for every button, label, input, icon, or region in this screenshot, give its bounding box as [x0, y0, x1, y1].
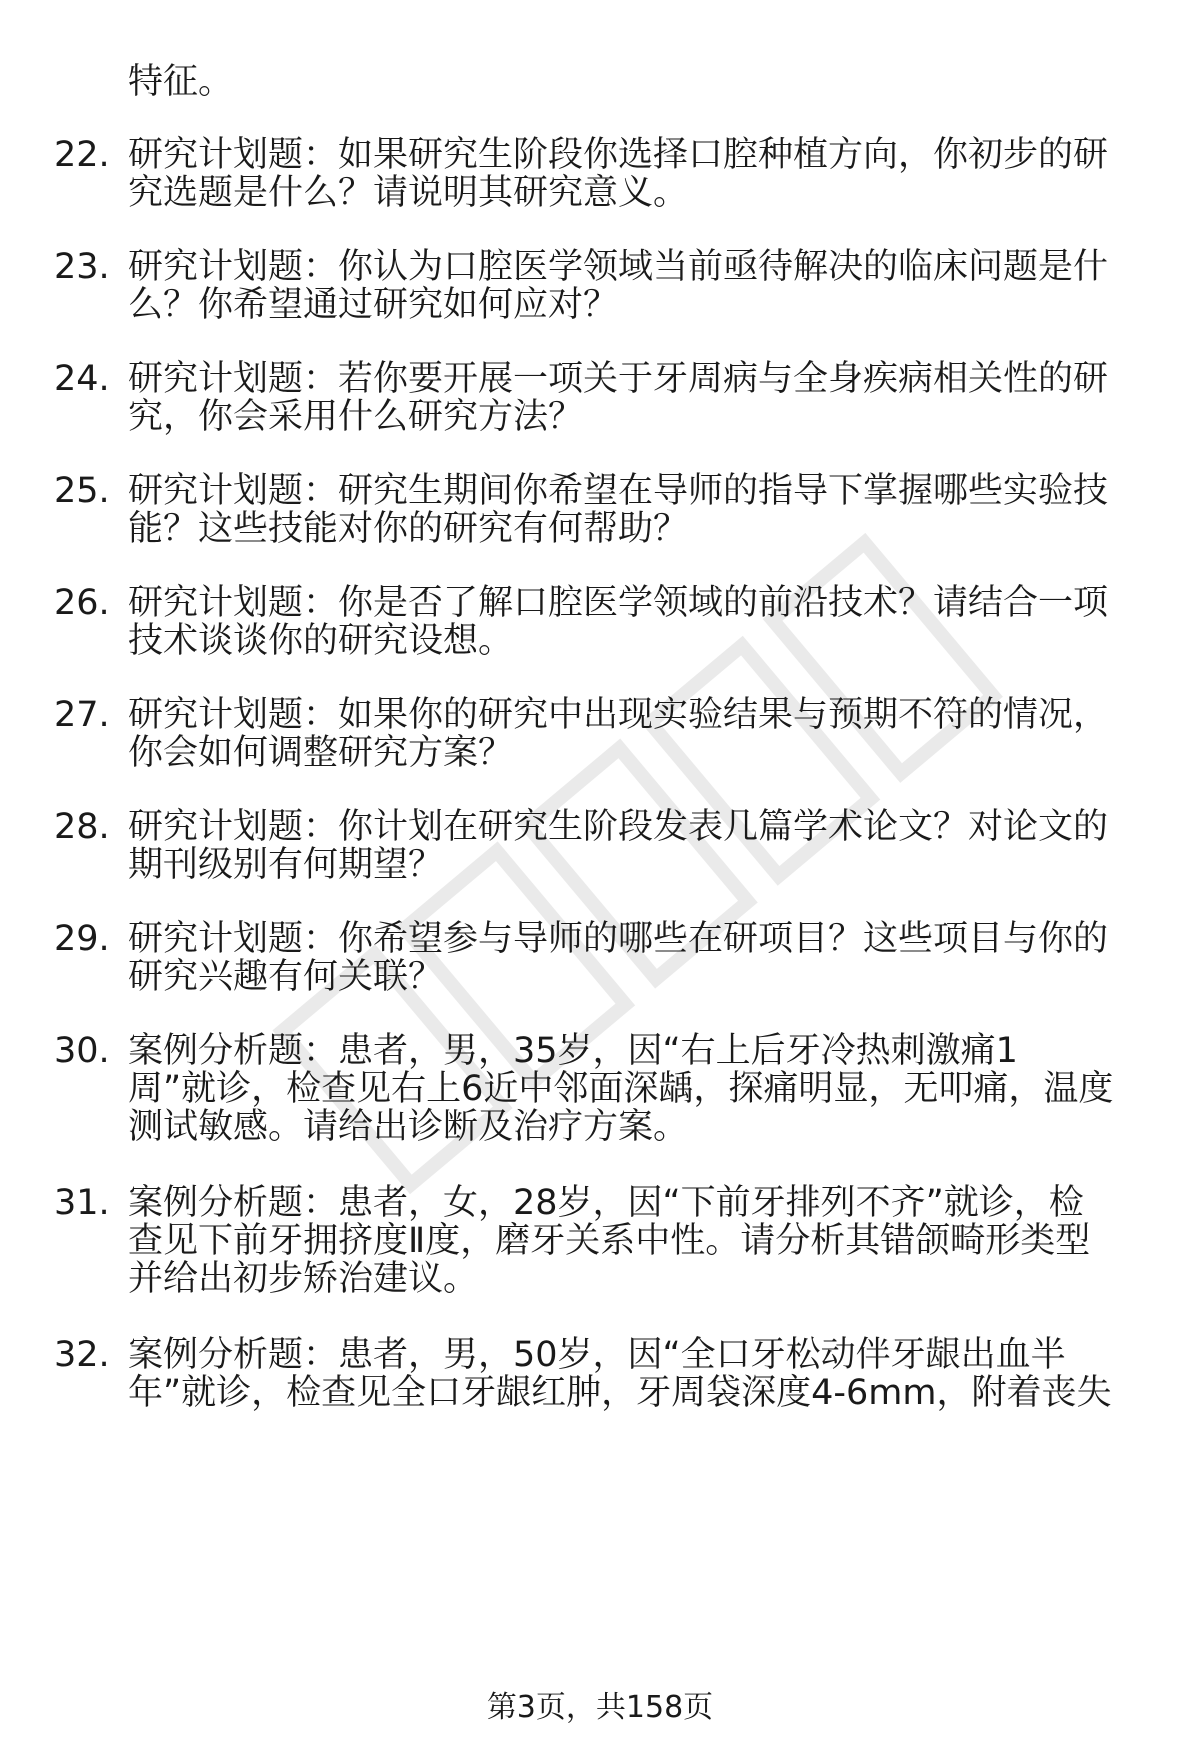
question-text-line: 研究计划题：你计划在研究生阶段发表几篇学术论文？对论文的 — [128, 807, 1109, 847]
question-text-line: 查见下前牙拥挤度Ⅱ度，磨牙关系中性。请分析其错颌畸形类型 — [128, 1221, 1091, 1261]
question-text-line: 案例分析题：患者，女，28岁，因“下前牙排列不齐”就诊，检 — [128, 1183, 1084, 1223]
question-text-line: 案例分析题：患者，男，35岁，因“右上后牙冷热刺激痛1 — [128, 1031, 1018, 1071]
question-text-line: 案例分析题：患者，男，50岁，因“全口牙松动伴牙龈出血半 — [128, 1335, 1066, 1375]
continuation-text: 特征。 — [128, 62, 234, 102]
question-text-line: 期刊级别有何期望？ — [128, 845, 444, 885]
page-footer: 第3页，共158页 — [486, 1690, 714, 1725]
question-number: 27. — [54, 695, 110, 735]
question-text-line: 能？这些技能对你的研究有何帮助？ — [128, 509, 689, 549]
question-text-line: 研究计划题：你是否了解口腔医学领域的前沿技术？请结合一项 — [128, 583, 1109, 623]
question-number: 24. — [54, 359, 110, 399]
question-text-line: 研究兴趣有何关联？ — [128, 957, 444, 997]
question-number: 26. — [54, 583, 110, 623]
question-number: 25. — [54, 471, 110, 511]
question-number: 28. — [54, 807, 110, 847]
question-number: 22. — [54, 135, 110, 175]
question-text-line: 年”就诊，检查见全口牙龈红肿，牙周袋深度4-6mm，附着丧失 — [128, 1373, 1112, 1413]
question-text-line: 么？你希望通过研究如何应对？ — [128, 285, 619, 325]
question-text-line: 研究计划题：你希望参与导师的哪些在研项目？这些项目与你的 — [128, 919, 1109, 959]
question-text-line: 技术谈谈你的研究设想。 — [128, 621, 514, 661]
question-number: 31. — [54, 1183, 110, 1223]
question-number: 32. — [54, 1335, 110, 1375]
question-text-line: 你会如何调整研究方案？ — [128, 733, 514, 773]
question-text-line: 研究计划题：研究生期间你希望在导师的指导下掌握哪些实验技 — [128, 471, 1109, 511]
question-text-line: 究，你会采用什么研究方法？ — [128, 397, 584, 437]
question-text-line: 研究计划题：你认为口腔医学领域当前亟待解决的临床问题是什 — [128, 247, 1109, 287]
question-number: 29. — [54, 919, 110, 959]
question-text-line: 研究计划题：如果你的研究中出现实验结果与预期不符的情况， — [128, 695, 1109, 735]
question-text-line: 并给出初步矫治建议。 — [128, 1259, 479, 1299]
question-text-line: 周”就诊，检查见右上6近中邻面深龋，探痛明显，无叩痛，温度 — [128, 1069, 1114, 1109]
question-text-line: 研究计划题：若你要开展一项关于牙周病与全身疾病相关性的研 — [128, 359, 1109, 399]
question-text-line: 究选题是什么？请说明其研究意义。 — [128, 173, 689, 213]
question-number: 30. — [54, 1031, 110, 1071]
question-number: 23. — [54, 247, 110, 287]
question-text-line: 测试敏感。请给出诊断及治疗方案。 — [128, 1107, 689, 1147]
question-text-line: 研究计划题：如果研究生阶段你选择口腔种植方向，你初步的研 — [128, 135, 1109, 175]
